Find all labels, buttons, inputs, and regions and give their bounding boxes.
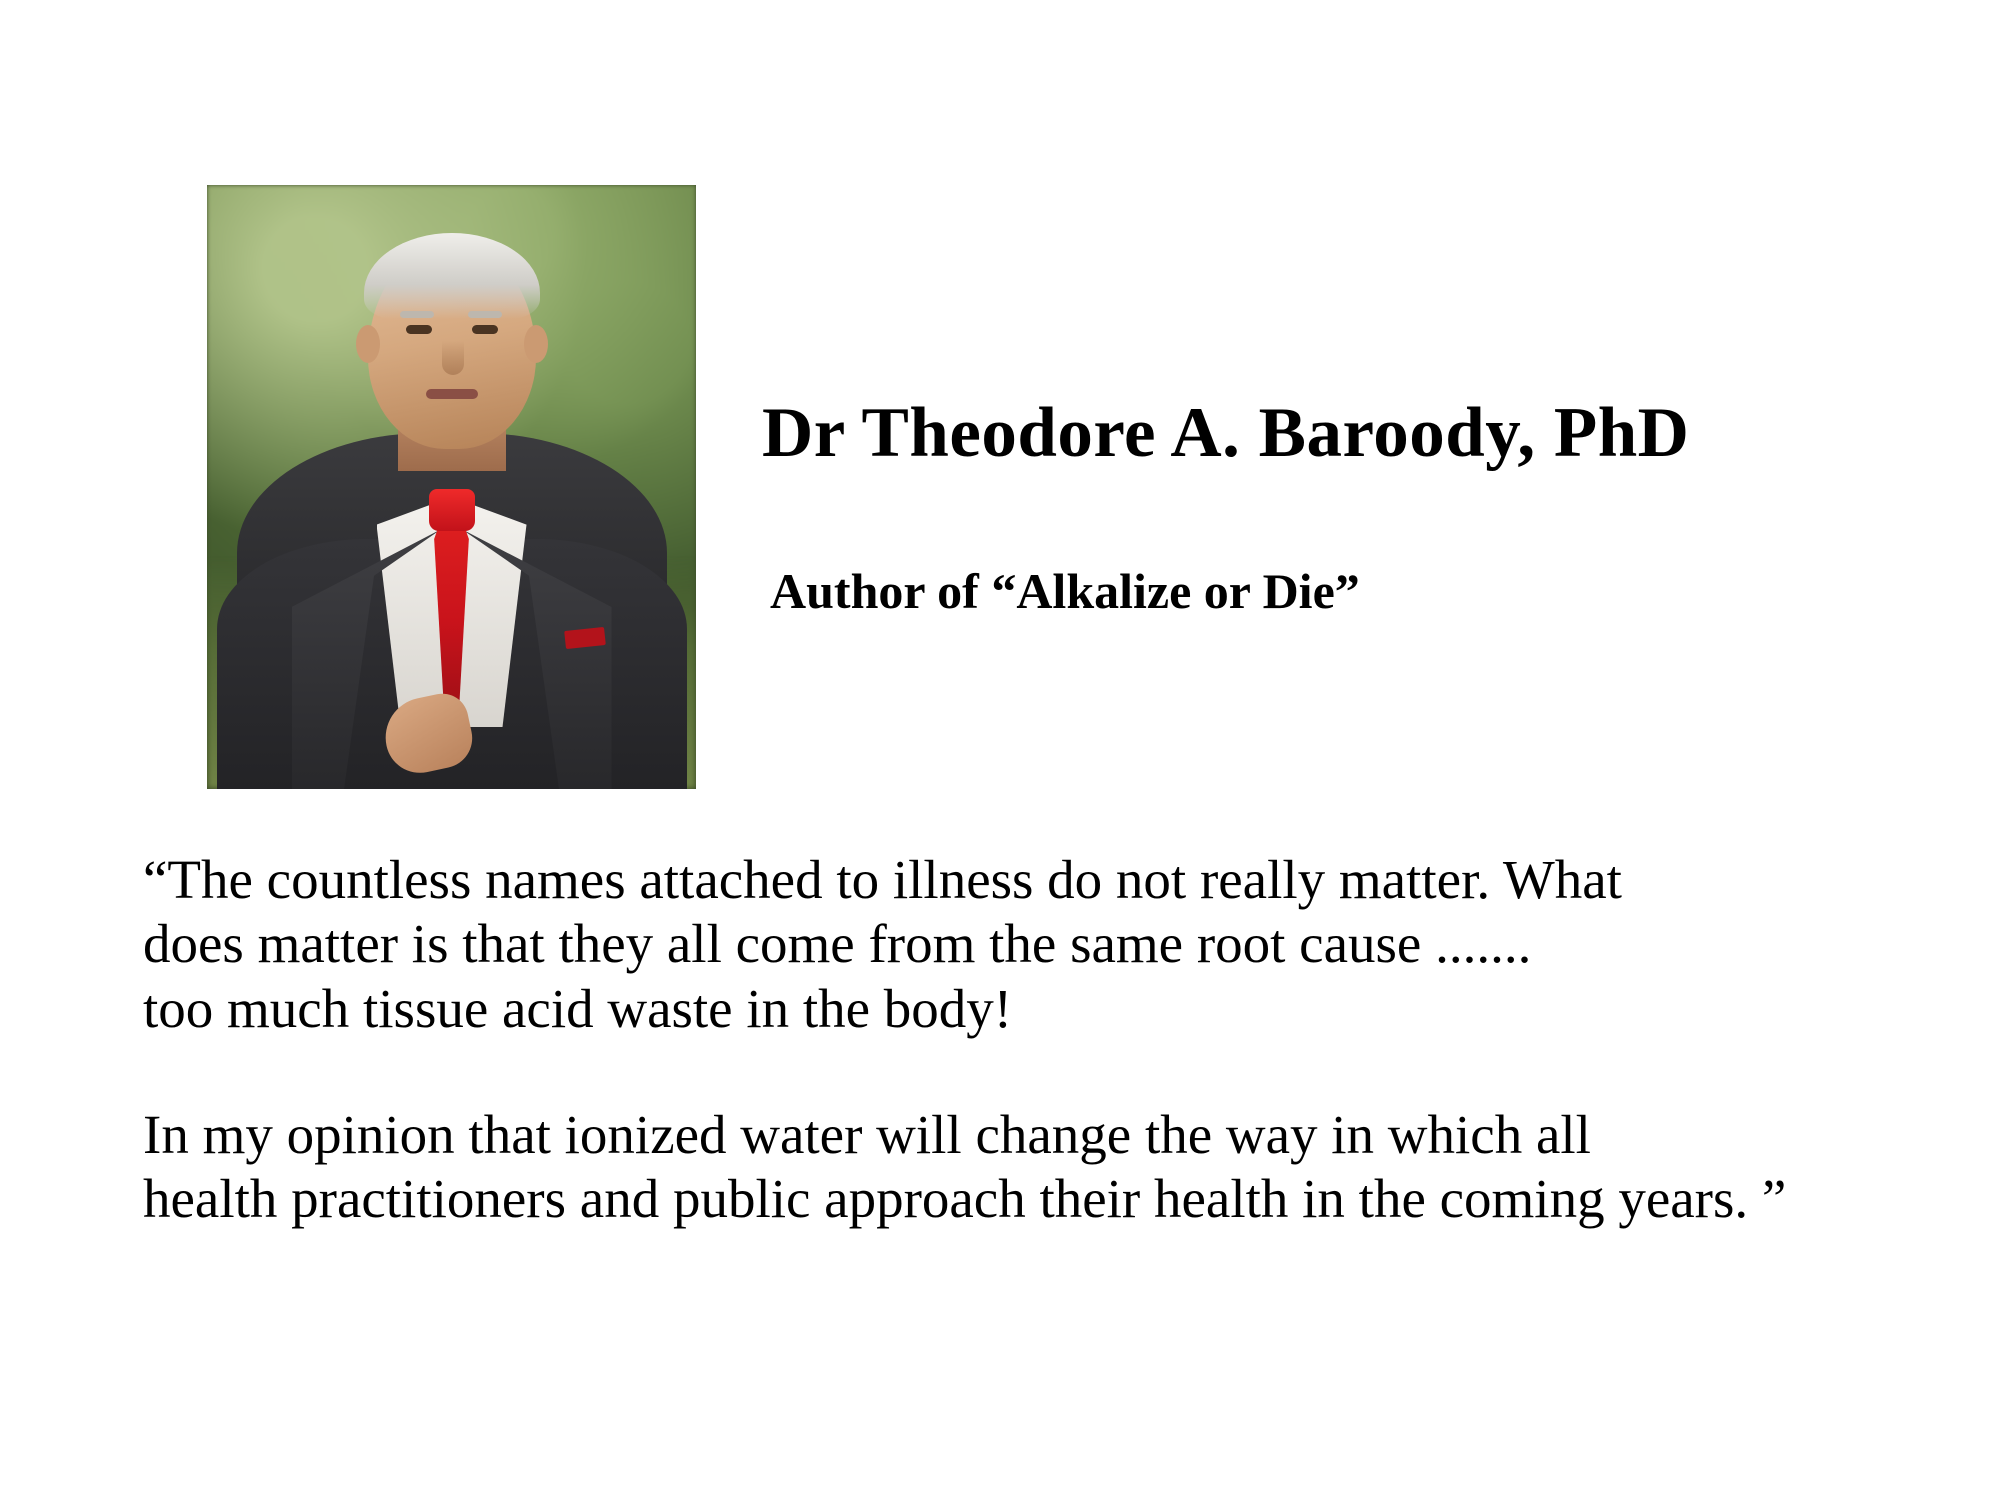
necktie-knot — [429, 489, 475, 531]
quote-line-1: “The countless names attached to illness do not really matter. What — [143, 849, 1622, 910]
ear-left — [356, 325, 380, 363]
author-subtitle: Author of “Alkalize or Die” — [770, 563, 1360, 619]
quote-block — [143, 848, 1953, 1232]
eyebrow-left — [400, 311, 434, 318]
eye-right — [472, 325, 498, 334]
eye-left — [406, 325, 432, 334]
ear-right — [524, 325, 548, 363]
portrait-photo — [207, 185, 696, 789]
quote-line-2: does matter is that they all come from the same root cause ....... — [143, 913, 1532, 975]
mouth — [426, 389, 478, 399]
quote-line-5: health practitioners and public approach their health in the coming years. ” — [143, 1168, 1787, 1230]
nose — [442, 341, 464, 375]
page-title: Dr Theodore A. Baroody, PhD — [762, 394, 1690, 472]
quote-line-4: In my opinion that ionized water will change the way in which all — [143, 1104, 1591, 1166]
paragraph-spacer — [143, 1041, 1953, 1103]
eyebrow-right — [468, 311, 502, 318]
quote-line-3: too much tissue acid waste in the body! — [143, 977, 1013, 1039]
